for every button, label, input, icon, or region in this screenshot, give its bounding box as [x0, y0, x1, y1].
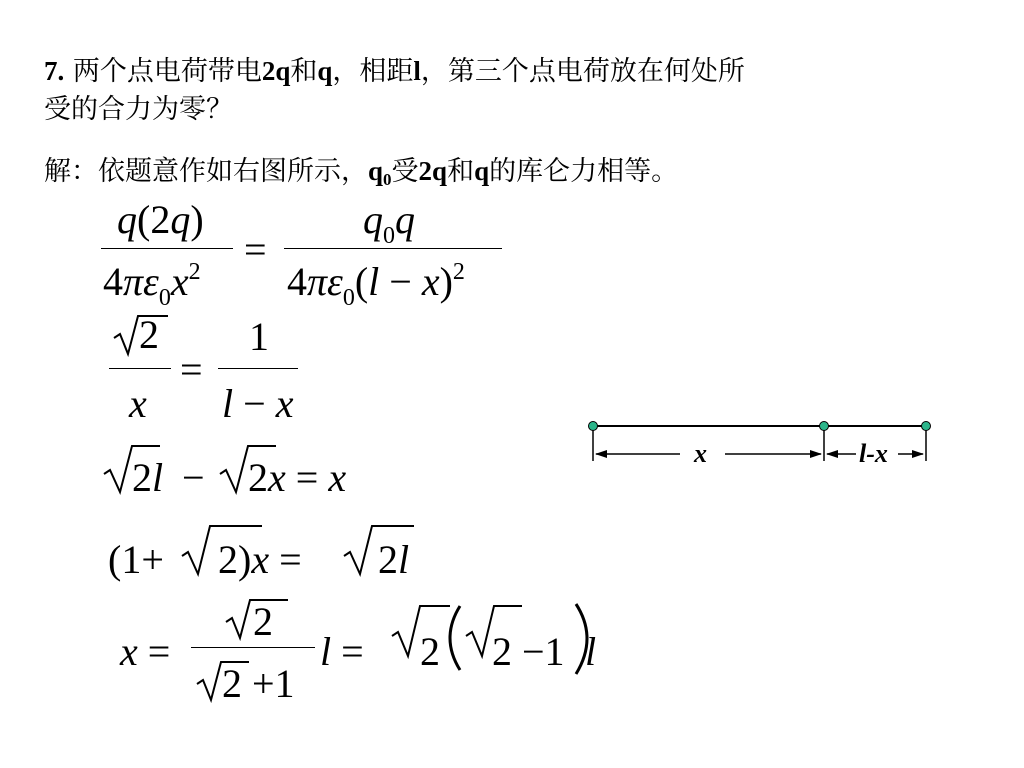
- distance-l: l: [413, 56, 421, 86]
- problem-text: 受的合力为零？: [44, 94, 233, 125]
- label-x: x: [694, 439, 707, 468]
- charge-2q: 2q: [418, 156, 448, 186]
- solution-intro: [44, 152, 678, 199]
- arrowhead: [912, 450, 924, 458]
- solution-text: 依题意作如右图所示，: [98, 156, 368, 187]
- problem-number: 7.: [44, 56, 65, 86]
- charge-2q: 2q: [261, 56, 291, 86]
- charge-q: q: [317, 56, 333, 86]
- charge-dot-q: [922, 422, 931, 431]
- solution-text: 和: [447, 156, 475, 187]
- charge-q0: q: [368, 156, 384, 186]
- charge-dot-2q: [589, 422, 598, 431]
- charge-q: q: [474, 156, 490, 186]
- charge-q0-subscript: 0: [383, 170, 392, 189]
- label-l-minus-x: l-x: [859, 439, 888, 468]
- arrowhead: [595, 450, 607, 458]
- charge-dot-q0: [820, 422, 829, 431]
- solution-text: 的库仑力相等。: [489, 156, 679, 187]
- solution-text: 受: [391, 156, 419, 187]
- problem-text: 和: [290, 56, 318, 87]
- problem-statement: [44, 52, 984, 129]
- problem-text: ，相距: [332, 56, 414, 87]
- problem-text: 两个点电荷带电: [72, 56, 262, 87]
- arrowhead: [826, 450, 838, 458]
- charge-position-diagram: [580, 415, 940, 475]
- solution-label: 解：: [44, 156, 98, 187]
- arrowhead: [810, 450, 822, 458]
- problem-text: ，第三个点电荷放在何处所: [420, 56, 745, 87]
